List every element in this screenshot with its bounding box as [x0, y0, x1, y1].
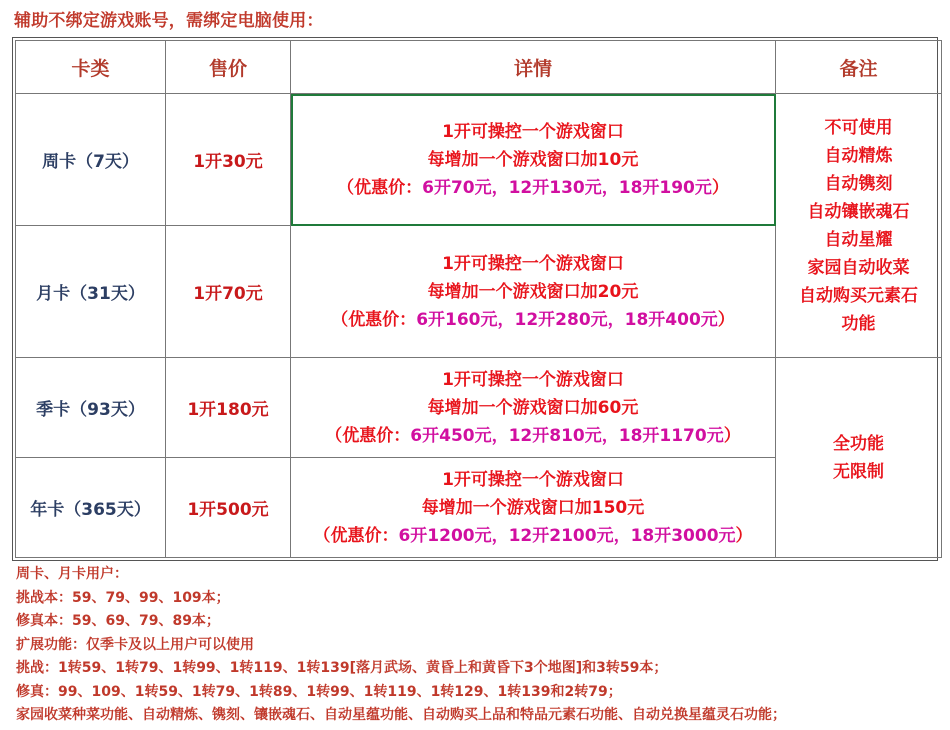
- footer-line: 修真本：59、69、79、89本；: [16, 613, 220, 629]
- footer-line: 周卡、月卡用户：: [16, 566, 128, 582]
- footer-line: 挑战本：59、79、99、109本；: [16, 589, 230, 606]
- offer-values: 6开70元，12开130元，18开190元: [422, 177, 712, 198]
- card-type-cell: 周卡（7天）: [16, 94, 166, 226]
- offer-open: （: [331, 309, 349, 330]
- offer-close: ）: [711, 177, 729, 198]
- header-card-type: 卡类: [16, 41, 166, 94]
- price-cell: 1开30元: [166, 94, 291, 226]
- detail-cell[interactable]: [291, 358, 776, 458]
- detail-line2: 每增加一个游戏窗口加10元: [427, 149, 639, 170]
- note-short-cards: [776, 94, 942, 358]
- detail-offer-line: [291, 522, 775, 550]
- price-cell: 1开180元: [166, 358, 291, 458]
- note-line: 自动精炼: [824, 145, 893, 166]
- footer-line: 扩展功能：仅季卡及以上用户可以使用: [16, 636, 254, 653]
- offer-close: ）: [723, 425, 741, 446]
- offer-label: 优惠价：: [342, 425, 411, 446]
- detail-cell[interactable]: [291, 226, 776, 358]
- offer-values: 6开160元，12开280元，18开400元: [416, 309, 718, 330]
- note-line: 不可使用: [824, 117, 893, 138]
- offer-open: （: [337, 177, 355, 198]
- detail-offer-line: [291, 174, 775, 202]
- table-row-weekly: [16, 94, 942, 226]
- offer-label: 优惠价：: [354, 177, 423, 198]
- footer-line: 挑战：1转59、1转79、1转99、1转119、1转139[落月武场、黄昏上和黄昏下3个地图]和3转59本；: [16, 660, 668, 676]
- offer-label: 优惠价：: [348, 309, 417, 330]
- note-line: 自动镶嵌魂石: [807, 201, 910, 222]
- card-type-cell: 年卡（365天）: [16, 458, 166, 558]
- offer-open: （: [313, 525, 331, 546]
- note-line: 家园自动收菜: [807, 257, 910, 278]
- detail-cell-selected[interactable]: [291, 94, 776, 226]
- header-note: 辅助不绑定游戏账号，需绑定电脑使用：: [14, 11, 324, 31]
- detail-line1: 1开可操控一个游戏窗口: [442, 469, 624, 490]
- note-line: 自动购买元素石: [799, 285, 918, 306]
- header-note: 备注: [776, 41, 942, 94]
- price-cell: 1开500元: [166, 458, 291, 558]
- offer-close: ）: [735, 525, 753, 546]
- note-line: 无限制: [833, 461, 884, 482]
- offer-values: 6开1200元，12开2100元，18开3000元: [398, 525, 736, 546]
- detail-line1: 1开可操控一个游戏窗口: [442, 253, 624, 274]
- note-line: 自动星耀: [824, 229, 893, 250]
- price-cell: 1开70元: [166, 226, 291, 358]
- card-type-cell: 月卡（31天）: [16, 226, 166, 358]
- note-line: 自动镌刻: [824, 173, 893, 194]
- footer-line: 修真：99、109、1转59、1转79、1转89、1转99、1转119、1转129、1转139和2转79；: [16, 683, 622, 700]
- note-line: 功能: [841, 313, 876, 334]
- price-table: [12, 37, 938, 561]
- footer-notes: [16, 563, 936, 728]
- detail-line1: 1开可操控一个游戏窗口: [442, 121, 624, 142]
- detail-offer-line: [291, 306, 775, 334]
- detail-line2: 每增加一个游戏窗口加20元: [427, 281, 639, 302]
- detail-line2: 每增加一个游戏窗口加60元: [427, 397, 639, 418]
- header-price: 售价: [166, 41, 291, 94]
- footer-line: 家园收菜种菜功能、自动精炼、镌刻、镶嵌魂石、自动星蕴功能、自动购买上品和特品元素石功能、自动兑换星蕴灵石功能；: [16, 707, 786, 723]
- note-line: 全功能: [833, 433, 884, 454]
- offer-label: 优惠价：: [330, 525, 399, 546]
- detail-line1: 1开可操控一个游戏窗口: [442, 369, 624, 390]
- table-header-row: [16, 41, 942, 94]
- table-row-quarterly: [16, 358, 942, 458]
- header-detail: 详情: [291, 41, 776, 94]
- note-long-cards: [776, 358, 942, 558]
- detail-offer-line: [291, 422, 775, 450]
- offer-close: ）: [717, 309, 735, 330]
- detail-line2: 每增加一个游戏窗口加150元: [421, 497, 645, 518]
- offer-values: 6开450元，12开810元，18开1170元: [410, 425, 724, 446]
- detail-cell[interactable]: [291, 458, 776, 558]
- card-type-cell: 季卡（93天）: [16, 358, 166, 458]
- offer-open: （: [325, 425, 343, 446]
